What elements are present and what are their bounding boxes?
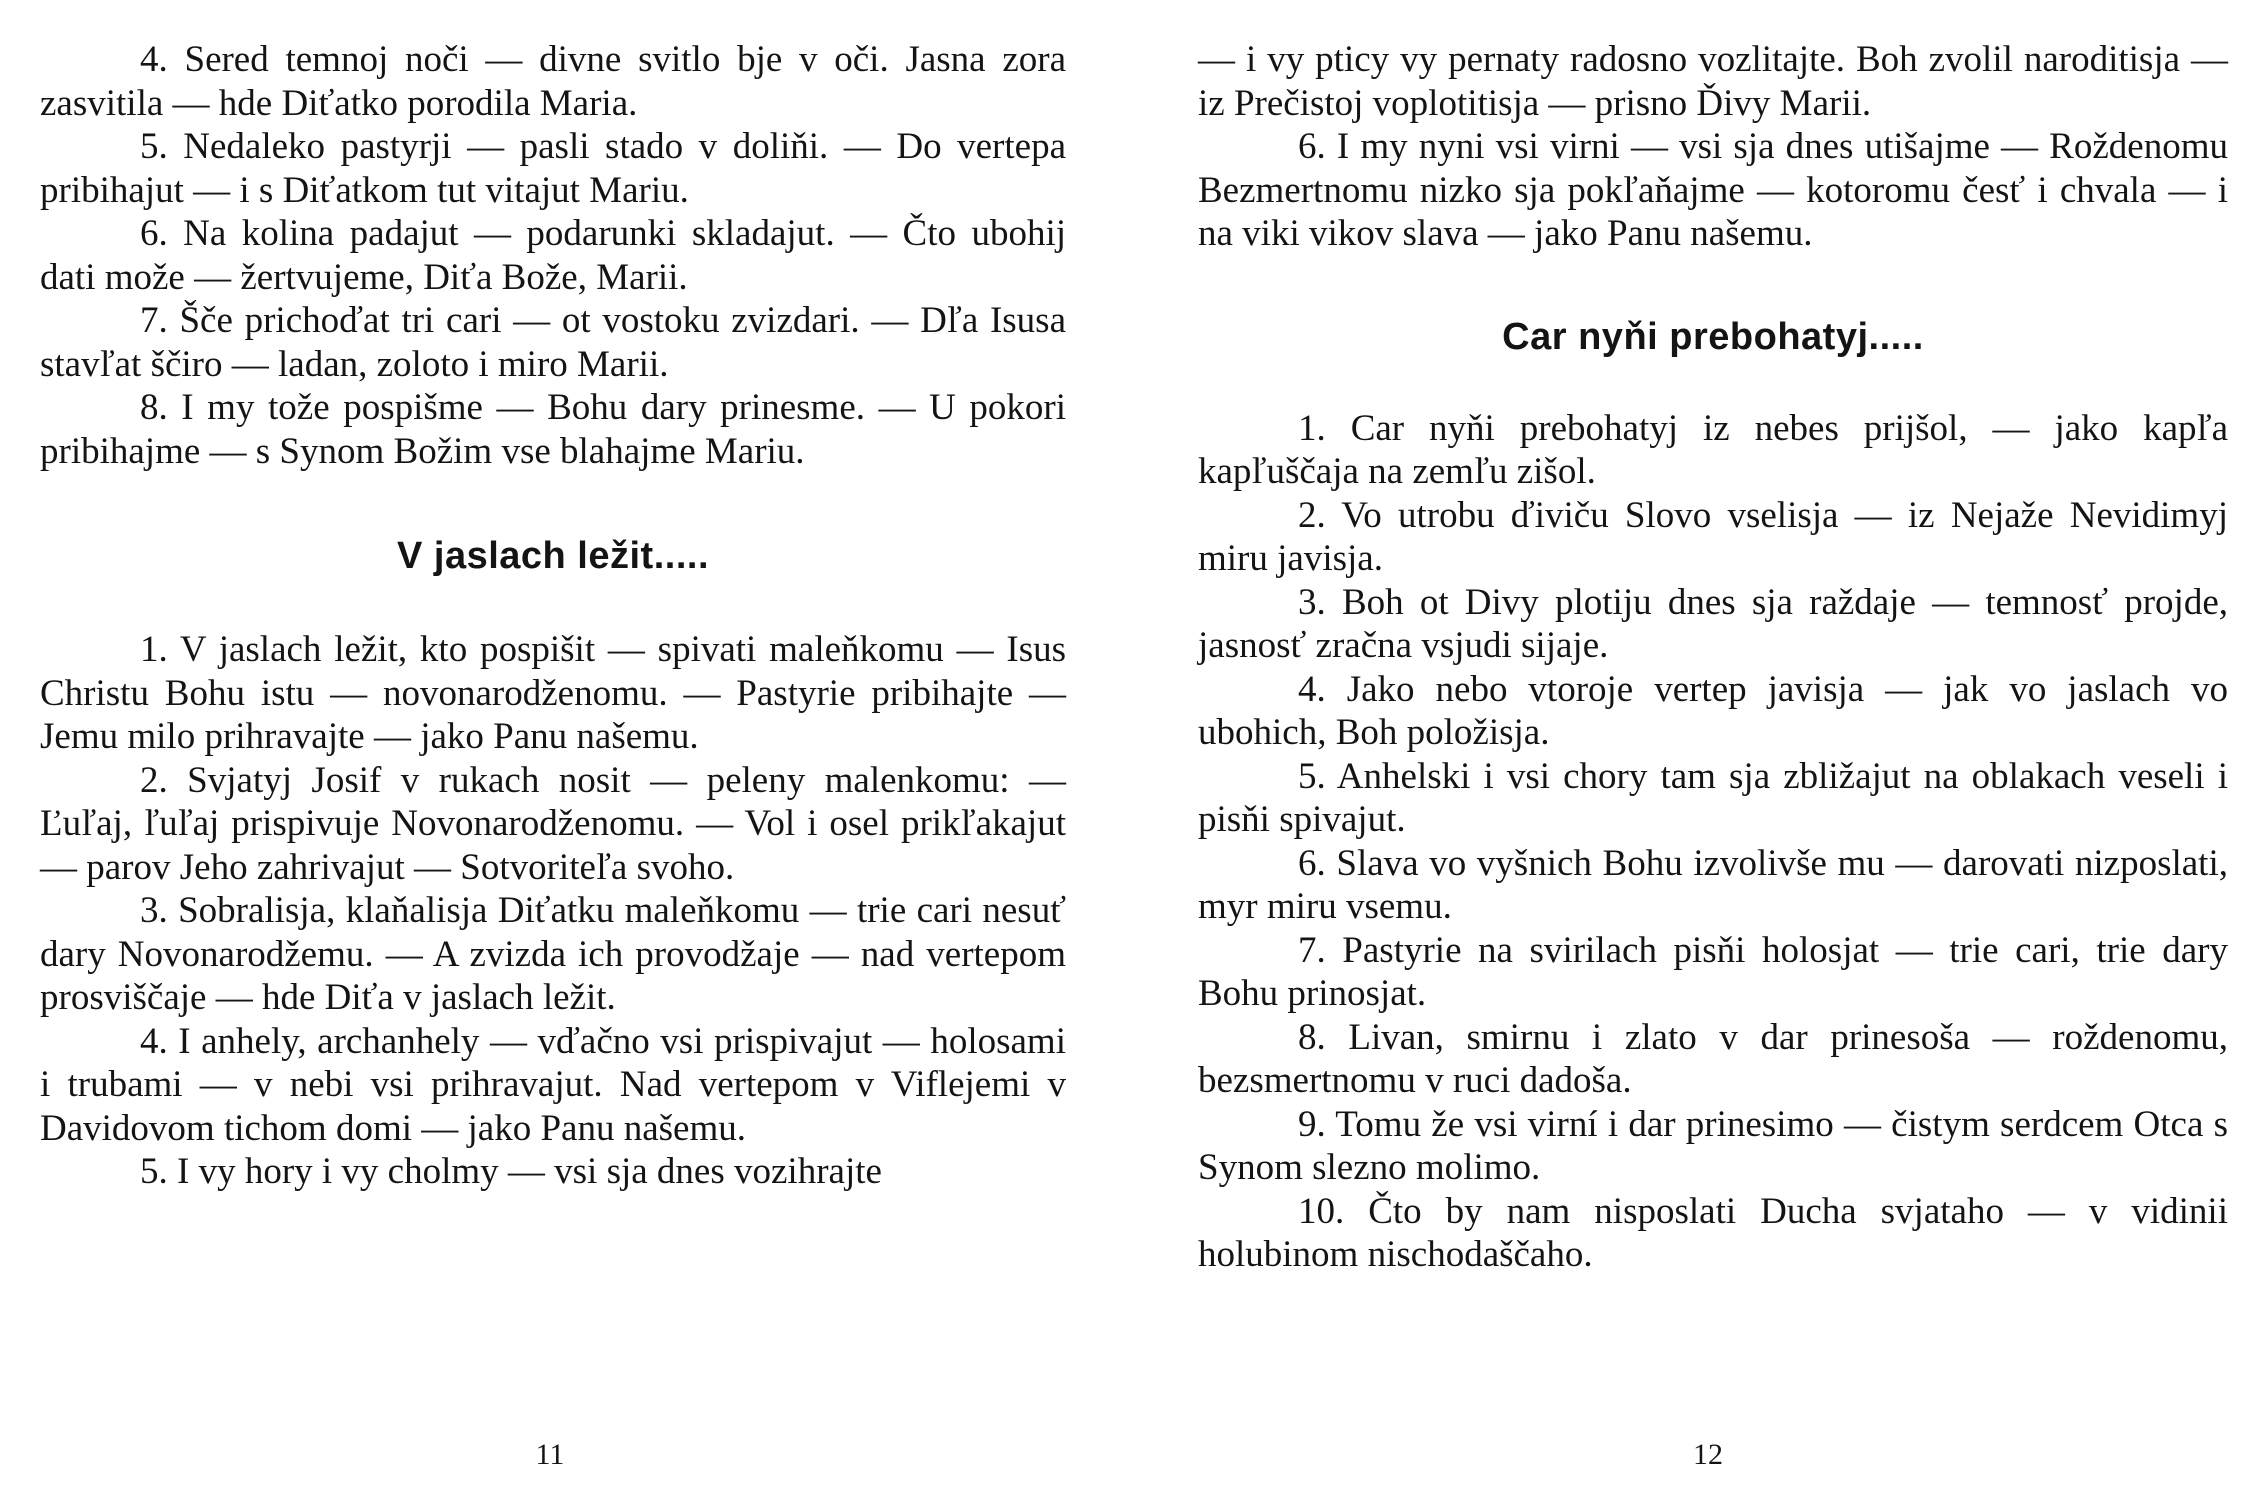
verse-car-nyni-2: 2. Vo utrobu ďiviču Slovo vselisja — iz Nejaže Nevidimyj miru javisja. [1198,494,2228,579]
verse-left-continued-3: 6. Na kolina padajut — podarunki skladajut. — Čto ubohij dati može — žertvujeme, Diťa Bože, Marii. [40,213,1066,298]
verse-car-nyni-5: 5. Anhelski i vsi chory tam sja zbližajut na oblakach veseli i pisňi spivajut. [1198,755,2228,840]
verse-left-continued-4: 7. Šče prichoďat tri cari — ot vostoku zvizdari. — Dľa Isusa stavľat ščiro — ladan, zoloto i miro Marii. [40,300,1066,385]
verse-right-continued-1: — i vy pticy vy pernaty radosno vozlitajte. Boh zvolil naroditisja — iz Prečistoj voplotitisja — prisno Ďivy Marii. [1198,39,2228,124]
right-page-text-column [1198,38,2228,1277]
verse-v-jaslach-3: 3. Sobralisja, klaňalisja Diťatku maleňkomu — trie cari nesuť dary Novonarodžemu. — A zvizda ich provodžaje — nad vertepom prosviščaje — hde Diťa v jaslach ležit. [40,890,1066,1018]
right-page [1128,0,2256,1500]
verse-v-jaslach-2: 2. Svjatyj Josif v rukach nosit — peleny malenkomu: — Ľuľaj, ľuľaj prispivuje Novonarodženomu. — Vol i osel prikľakajut — parov Jeho zahrivajut — Sotvoriteľa svoho. [40,759,1066,888]
page-number-left: 11 [535,1438,565,1471]
verse-car-nyni-4: 4. Jako nebo vtoroje vertep javisja — jak vo jaslach vo ubohich, Boh položisja. [1198,668,2228,753]
verse-car-nyni-9: 9. Tomu že vsi virní i dar prinesimo — čistym serdcem Otca s Synom slezno molimo. [1198,1103,2228,1188]
verse-car-nyni-6: 6. Slava vo vyšnich Bohu izvolivše mu — darovati nizposlati, myr miru vsemu. [1198,842,2228,927]
verse-v-jaslach-4: 4. I anhely, archanhely — vďačno vsi prispivajut — holosami i trubami — v nebi vsi prihravajut. Nad vertepom v Viflejemi v Davidovom tichom domi — jako Panu našemu. [40,1020,1066,1149]
song-title-v-jaslach: V jaslach ležit..... [396,535,709,577]
verse-left-continued-5: 8. I my tože pospišme — Bohu dary prinesme. — U pokori pribihajme — s Synom Božim vse blahajme Mariu. [40,387,1066,472]
verse-v-jaslach-5: 5. I vy hory i vy cholmy — vsi sja dnes vozihrajte [140,1151,882,1192]
verse-car-nyni-7: 7. Pastyrie na svirilach pisňi holosjat — trie cari, trie dary Bohu prinosjat. [1198,929,2228,1014]
verse-car-nyni-3: 3. Boh ot Divy plotiju dnes sja raždaje — temnosť projde, jasnosť zračna vsjudi sijaje. [1198,581,2228,666]
verse-left-continued-2: 5. Nedaleko pastyrji — pasli stado v doliňi. — Do vertepa pribihajut — i s Diťatkom tut vitajut Mariu. [40,126,1066,211]
verse-v-jaslach-1: 1. V jaslach ležit, kto pospišit — spivati maleňkomu — Isus Christu Bohu istu — novonarodženomu. — Pastyrie pribihajte — Jemu milo prihravajte — jako Panu našemu. [40,629,1066,757]
verse-left-continued-1: 4. Sered temnoj noči — divne svitlo bje v oči. Jasna zora zasvitila — hde Diťatko porodila Maria. [40,39,1066,124]
page-number-right: 12 [1693,1438,1723,1471]
song-title-car-nyni: Car nyňi prebohatyj..... [1502,315,1924,358]
verse-right-continued-2: 6. I my nyni vsi virni — vsi sja dnes utišajme — Roždenomu Bezmertnomu nizko sja pokľaňajme — kotoromu česť i chvala — i na viki vikov slava — jako Panu našemu. [1198,126,2228,254]
verse-car-nyni-10: 10. Čto by nam nisposlati Ducha svjataho — v vidinii holubinom nischodaščaho. [1198,1190,2228,1275]
left-page-text-column [40,38,1066,1194]
verse-car-nyni-8: 8. Livan, smirnu i zlato v dar prinesoša — roždenomu, bezsmertnomu v ruci dadoša. [1198,1016,2228,1101]
verse-car-nyni-1: 1. Car nyňi prebohatyj iz nebes prijšol, — jako kapľa kapľuščaja na zemľu zišol. [1198,407,2228,492]
